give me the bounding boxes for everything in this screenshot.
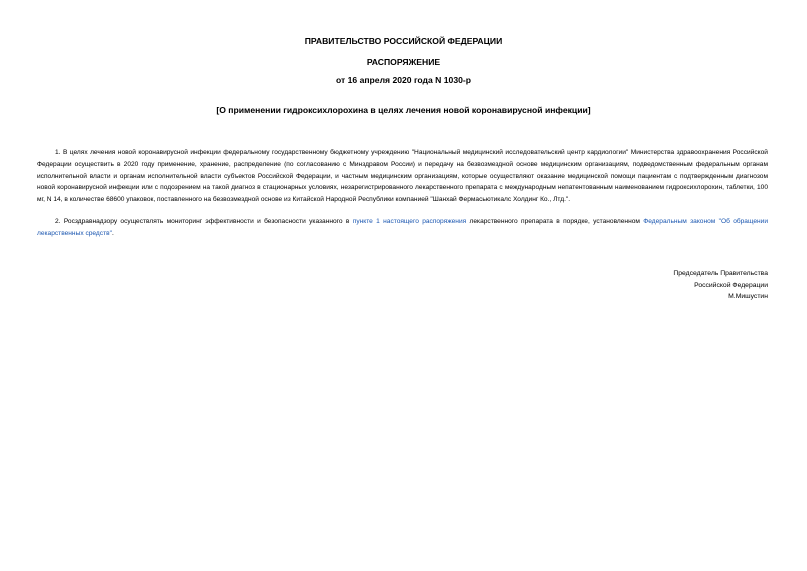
link-point-1[interactable]: пункте 1 настоящего распоряжения <box>352 218 467 225</box>
document-type-heading: РАСПОРЯЖЕНИЕ <box>366 57 441 67</box>
signature-organization: Российской Федерации <box>694 281 768 289</box>
signature-name: М.Мишустин <box>728 293 768 301</box>
signature-block <box>673 268 768 303</box>
link-federal-law[interactable]: Федеральным законом "Об обращении лекарственных средств" <box>37 218 768 237</box>
paragraph-2-text-a: 2. Росздравнадзору осуществлять мониторинг эффективности и безопасности указанного в <box>55 218 353 225</box>
document-title: [О применении гидроксихлорохина в целях лечения новой коронавирусной инфекции] <box>216 105 591 115</box>
signature-position: Председатель Правительства <box>673 270 768 277</box>
paragraph-2-text-c: . <box>111 229 114 237</box>
paragraph-2 <box>37 216 768 240</box>
paragraph-1: 1. В целях лечения новой коронавирусной инфекции федеральному государственному бюджетному учреждению "Национальный медицинский исследовательский центр кардиологии" Министерства здравоохранения Российской Федерации осуществить в 2020 году применение, хранение, распределение (по согласованию с Минздравом России) и передачу на безвозмездной основе медицинским организациям, подведомственным федеральным органам исполнительной власти и органам исполнительной власти субъектов Российской Федерации, и частным медицинским организациям, которые осуществляют оказание медицинской помощи пациентам с подтвержденным диагнозом новой коронавирусной инфекции или с подозрением на такой диагноз в стационарных условиях, незарегистрированного лекарственного препарата с международным непатентованным наименованием гидроксихлорохин, таблетки, 100 мг, N 14, в количестве 68600 упаковок, поставленного на безвозмездной основе из Китайской Народной Республики компанией "Шанхай Фермасьютикалс Холдинг Ко., Лтд.". <box>37 149 768 204</box>
date-number-heading: от 16 апреля 2020 года N 1030-р <box>336 75 471 85</box>
government-heading: ПРАВИТЕЛЬСТВО РОССИЙСКОЙ ФЕДЕРАЦИИ <box>304 36 503 46</box>
paragraph-2-text-b: лекарственного препарата в порядке, установленном <box>466 218 644 225</box>
